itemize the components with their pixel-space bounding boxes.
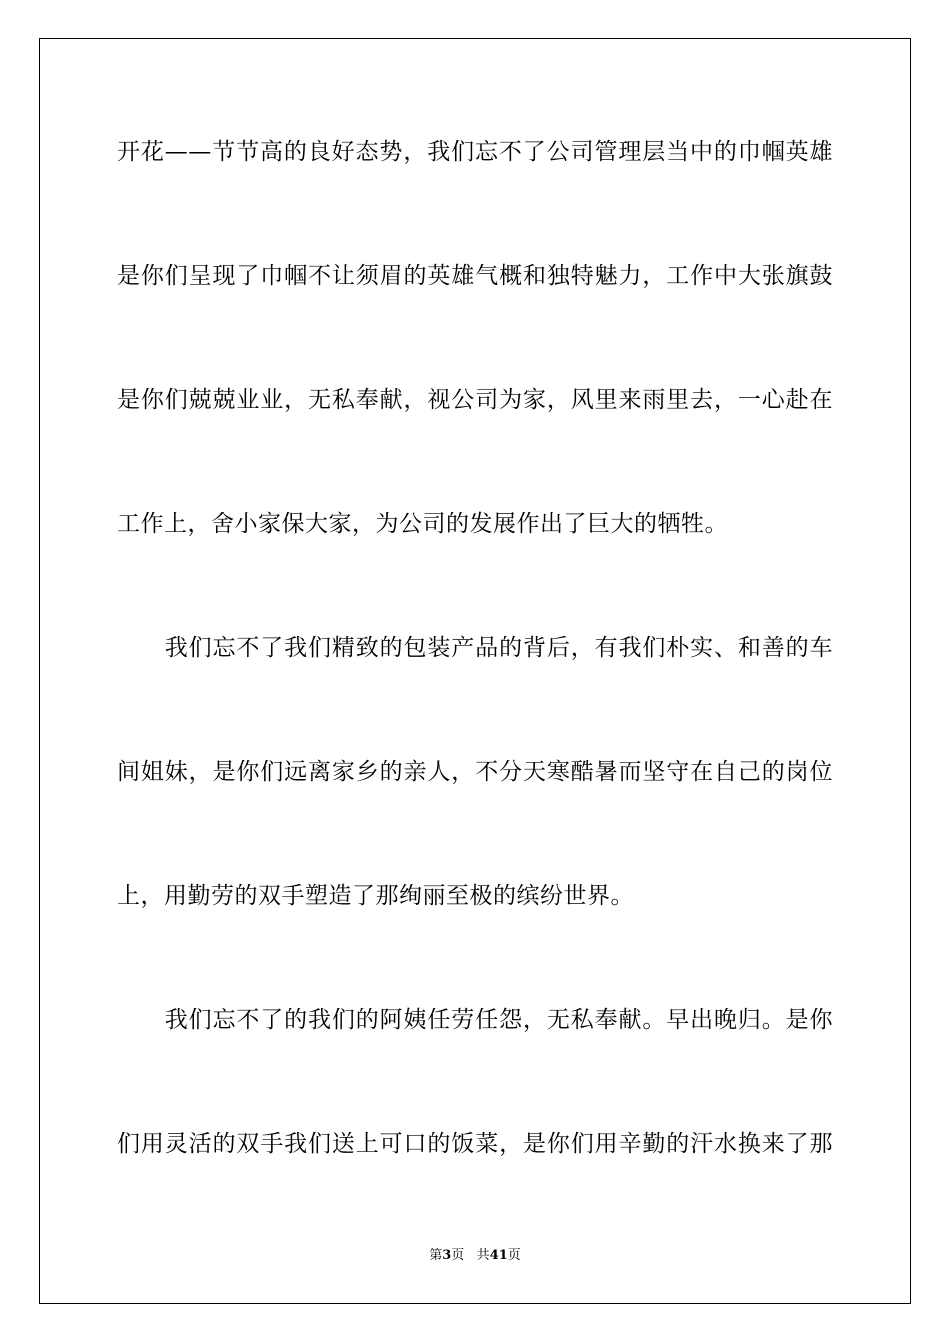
text-line-7: 上，用勤劳的双手塑造了那绚丽至极的缤纷世界。	[117, 883, 634, 909]
footer-separator	[464, 1248, 476, 1263]
footer-total-pages: 41	[489, 1248, 508, 1263]
text-line-6: 间姐妹，是你们远离家乡的亲人，不分天寒酷暑而坚守在自己的岗位	[117, 759, 833, 785]
text-line-5: 我们忘不了我们精致的包装产品的背后，有我们朴实、和善的车	[117, 635, 833, 661]
footer-total-prefix: 共	[476, 1248, 490, 1263]
footer-prefix: 第	[429, 1248, 443, 1263]
text-line-1: 开花——节节高的良好态势，我们忘不了公司管理层当中的巾帼英雄	[117, 139, 833, 165]
text-line-4: 工作上，舍小家保大家，为公司的发展作出了巨大的牺牲。	[117, 511, 728, 537]
text-line-2: 是你们呈现了巾帼不让须眉的英雄气概和独特魅力，工作中大张旗鼓	[117, 263, 833, 289]
text-line-9: 们用灵活的双手我们送上可口的饭菜，是你们用辛勤的汗水换来了那	[117, 1131, 833, 1157]
text-line-3: 是你们兢兢业业，无私奉献，视公司为家，风里来雨里去，一心赴在	[117, 387, 833, 413]
footer-current-page: 3	[442, 1248, 452, 1263]
footer-total-unit: 页	[507, 1248, 521, 1263]
page-border	[39, 38, 911, 1304]
page-footer	[0, 1247, 950, 1265]
footer-page-unit: 页	[451, 1248, 465, 1263]
text-line-8: 我们忘不了的我们的阿姨任劳任怨，无私奉献。早出晚归。是你	[117, 1007, 833, 1033]
